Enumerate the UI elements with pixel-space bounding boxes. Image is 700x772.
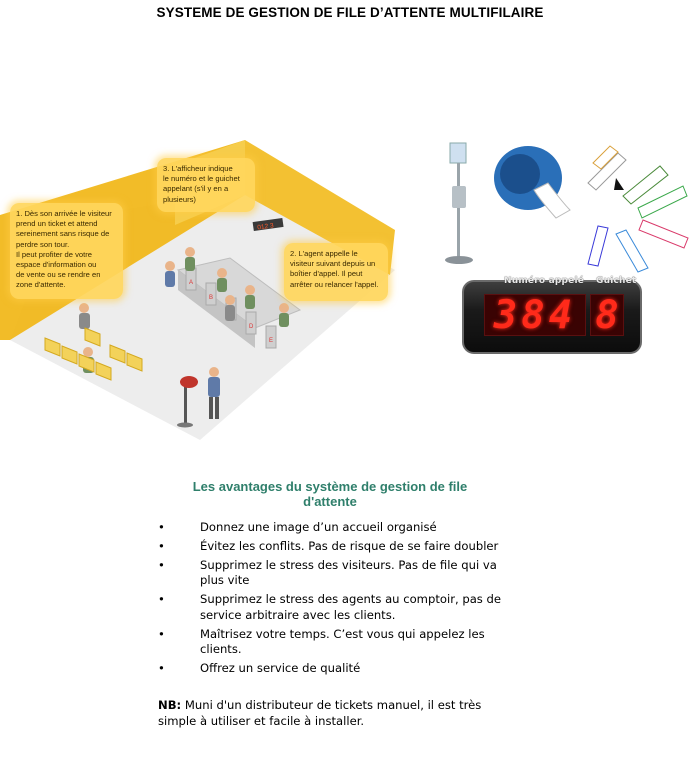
ticket-stand	[445, 143, 473, 264]
bullet-icon: •	[158, 538, 165, 553]
bullet-icon: •	[158, 520, 165, 534]
advantage-item	[158, 520, 518, 536]
counter-label-b: B	[209, 295, 214, 301]
counter-label-a: A	[189, 280, 194, 286]
callout-ticket-step-text: 1. Dès son arrivée le visiteur prend un ticket et attend sereinement sans risque de perdre son tour. Il peut profiter de votre espace d'information ou de vente ou se rendre en zone d'attente.	[16, 209, 112, 290]
callout-ticket-step	[10, 203, 123, 299]
hardware-devices	[438, 138, 700, 273]
note-label: NB:	[158, 698, 182, 712]
installation-note	[158, 697, 508, 729]
advantages-heading: Les avantages du système de gestion de file d'attente	[192, 479, 468, 509]
callout-agent-step-text: 2. L'agent appelle le visiteur suivant depuis un boîtier d'appel. Il peut arrêter ou relancer l'appel.	[290, 249, 379, 289]
advantage-item	[158, 592, 518, 623]
advantage-text: Donnez une image d’un accueil organisé	[200, 520, 437, 534]
bullet-icon: •	[158, 626, 165, 641]
advantage-text: Évitez les conflits. Pas de risque de se faire doubler	[200, 538, 499, 553]
advantage-text: Supprimez le stress des visiteurs. Pas de file qui va plus vite	[200, 557, 497, 588]
note-text: Muni d'un distributeur de tickets manuel, il est très simple à utiliser et facile à installer.	[158, 698, 482, 728]
advantages-list	[158, 520, 518, 680]
bullet-icon: •	[158, 592, 165, 607]
waiting-room-illustration	[0, 140, 400, 440]
called-number-label: Numéro appelé	[504, 276, 585, 286]
advantage-text: Maîtrisez votre temps. C’est vous qui appelez les clients.	[200, 626, 485, 657]
advantage-item	[158, 627, 518, 658]
wall-display-text: 012 3	[256, 222, 275, 232]
called-number-value: 384	[484, 294, 586, 336]
counter-number-value: 8	[590, 294, 624, 336]
counter-label-d: D	[249, 324, 254, 330]
devices-drawing	[438, 138, 700, 273]
callout-display-step-text: 3. L'afficheur indique le numéro et le guichet appelant (s'il y en a plusieurs)	[163, 164, 240, 204]
page-title: SYSTEME DE GESTION DE FILE D’ATTENTE MULTIFILAIRE	[156, 5, 544, 20]
counter-label-e: E	[269, 338, 274, 344]
callout-display-step	[157, 158, 255, 212]
advantage-text: Supprimez le stress des agents au comptoir, pas de service arbitraire avec les clients.	[200, 592, 502, 622]
bullet-icon: •	[158, 557, 165, 572]
advantage-item	[158, 539, 518, 555]
advantage-item	[158, 558, 518, 589]
counter-number-label: Guichet	[596, 276, 637, 286]
call-display-panel	[462, 272, 642, 354]
ticket-roll-dispenser	[494, 146, 570, 218]
callout-agent-step	[284, 243, 388, 301]
bullet-icon: •	[158, 661, 165, 676]
advantage-item	[158, 661, 518, 677]
advantage-text: Offrez un service de qualité	[200, 661, 361, 676]
ticket-fan	[588, 146, 688, 272]
